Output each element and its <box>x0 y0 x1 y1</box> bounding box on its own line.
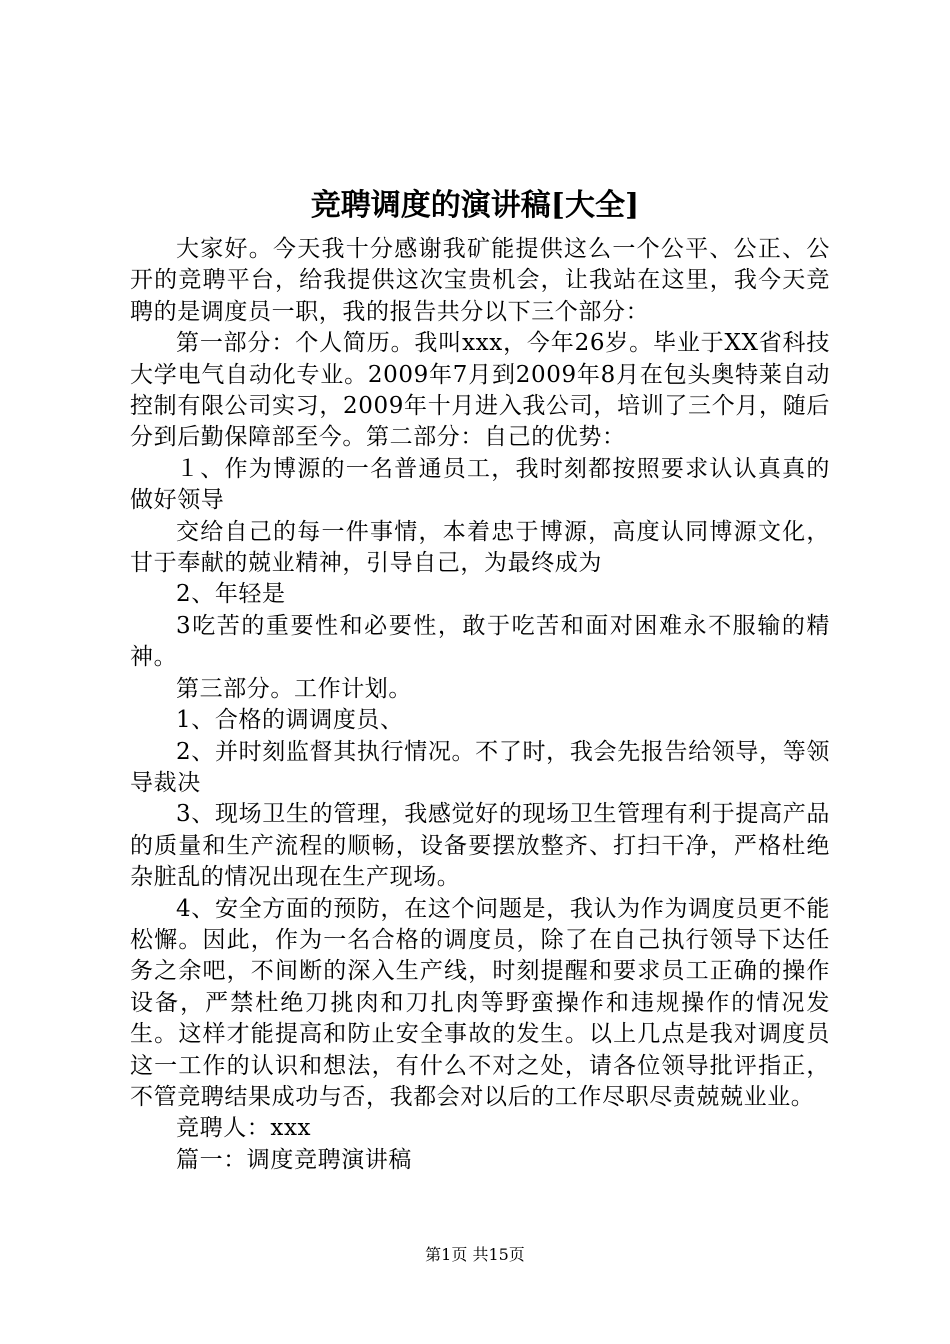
paragraph-greeting: 大家好。今天我十分感谢我矿能提供这么一个公平、公正、公开的竞聘平台，给我提供这次宝贵机会，让我站在这里，我今天竞聘的是调度员一职，我的报告共分以下三个部分： <box>130 236 830 325</box>
paragraph-advantage-1: １、作为博源的一名普通员工，我时刻都按照要求认认真真的做好领导 <box>130 455 830 514</box>
paragraph-part-three: 第三部分。工作计划。 <box>176 675 412 702</box>
paragraph-plan-4: 4、安全方面的预防，在这个问题是，我认为作为调度员更不能松懈。因此，作为一名合格的调度员，除了在自己执行领导下达任务之余吧，不间断的深入生产线，时刻提醒和要求员工正确的操作设备，严禁杜绝刀挑肉和刀扎肉等野蛮操作和违规操作的情况发生。这样才能提高和防止安全事故的发生。以上几点是我对调度员这一工作的认识和想法，有什么不对之处，请各位领导批评指正，不管竞聘结果成功与否，我都会对以后的工作尽职尽责兢兢业业。 <box>130 895 830 1110</box>
paragraph-plan-3: 3、现场卫生的管理，我感觉好的现场卫生管理有利于提高产品的质量和生产流程的顺畅，设备要摆放整齐、打扫干净，严格杜绝杂脏乱的情况出现在生产现场。 <box>130 801 830 891</box>
document-title: 竞聘调度的演讲稿[大全] <box>310 188 640 223</box>
paragraph-next-section: 篇一：调度竞聘演讲稿 <box>176 1146 412 1173</box>
paragraph-plan-1: 1、合格的调调度员、 <box>176 707 404 734</box>
paragraph-part-one: 第一部分：个人简历。我叫xxx，今年26岁。毕业于XX省科技大学电气自动化专业。2009年7月到2009年8月在包头奥特莱自动控制有限公司实习，2009年十月进入我公司，培训了三个月，随后分到后勤保障部至今。第二部分：自己的优势： <box>130 330 830 451</box>
paragraph-advantage-2: 2、年轻是 <box>176 581 286 608</box>
paragraph-advantage-1-cont: 交给自己的每一件事情，本着忠于博源，高度认同博源文化，甘于奉献的兢业精神，引导自己，为最终成为 <box>130 518 830 577</box>
paragraph-signature: 竞聘人：xxx <box>176 1115 312 1142</box>
page-footer: 第1页 共15页 <box>425 1245 525 1264</box>
paragraph-plan-2: 2、并时刻监督其执行情况。不了时，我会先报告给领导，等领导裁决 <box>130 738 830 796</box>
paragraph-advantage-3: 3吃苦的重要性和必要性，敢于吃苦和面对困难永不服输的精神。 <box>130 612 830 671</box>
document-body <box>130 234 830 1176</box>
